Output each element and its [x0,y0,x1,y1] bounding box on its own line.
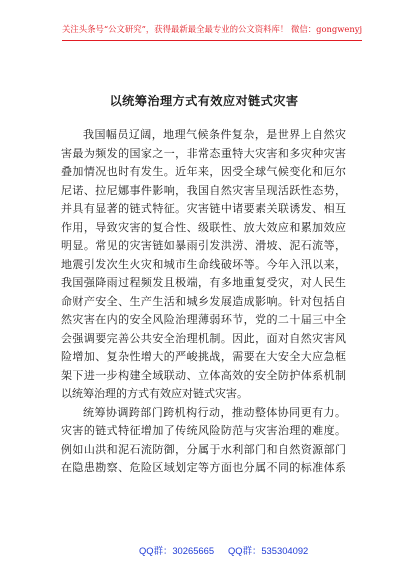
footer-qq-group-2: QQ群：535304092 [228,545,309,556]
paragraph-1-line: 我国幅员辽阔，地理气候条件复杂，是世界上自然灾 [83,128,346,141]
document-title: 以统筹治理方式有效应对链式灾害 [109,94,299,108]
paragraph-1-line: 作用，导致灾害的复合性、级联性、放大效应和累加效应 [61,220,346,234]
paragraph-2-line: 统筹协调跨部门跨机构行动，推动整体协同更有力。 [83,405,346,419]
paragraph-1-line: 我国强降雨过程频发且极端，有多地重复受灾，对人民生 [61,276,346,289]
paragraph-1-line: 命财产安全、生产生活和城乡发展造成影响。针对包括自 [61,294,346,308]
paragraph-1-line: 然灾害在内的安全风险治理薄弱环节，党的二十届三中全 [61,313,346,326]
paragraph-2-line: 灾害的链式特征增加了传统风险防范与灾害治理的难度。 [61,424,346,437]
paragraph-1-line: 会强调要完善公共安全治理机制。因此，面对自然灾害风 [61,331,346,345]
page-footer [0,543,408,559]
paragraph-2-line: 例如山洪和泥石流防御，分属于水利部门和自然资源部门 [61,442,346,456]
paragraph-1-line: 明显。常见的灾害链如暴雨引发洪涝、滑坡、泥石流等， [61,239,346,252]
paragraph-2-line: 在隐患勘察、危险区域划定等方面也分属不同的标准体系 [61,461,346,474]
header-divider [62,40,362,41]
document-body [61,126,346,478]
page-header [62,8,362,46]
header-promo-text: 关注头条号“公文研究”，获得最新最全最专业的公文资料库！ 微信：gongwenyj [62,24,363,34]
paragraph-1-line: 并具有显著的链式特征。灾害链中诸要素关联诱发、相互 [61,202,346,215]
footer-qq-group-1: QQ群：30265665 [139,545,215,556]
paragraph-1-line: 叠加情况也时有发生。近年来，因受全球气候变化和厄尔 [61,165,346,178]
paragraph-1-line: 地震引发次生火灾和城市生命线破坏等。今年入汛以来， [61,257,346,271]
paragraph-1-line: 架下进一步构建全域联动、立体高效的安全防护体系机制 [61,368,346,382]
paragraph-1-line: 害最为频发的国家之一，非常态重特大灾害和多灾种灾害 [61,146,346,160]
paragraph-1-line: 以统筹治理的方式有效应对链式灾害。 [61,387,248,400]
paragraph-1-line: 尼诺、拉尼娜事件影响，我国自然灾害呈现活跃性态势， [61,183,346,197]
paragraph-1-line: 险增加、复杂性增大的严峻挑战，需要在大安全大应急框 [61,350,346,363]
